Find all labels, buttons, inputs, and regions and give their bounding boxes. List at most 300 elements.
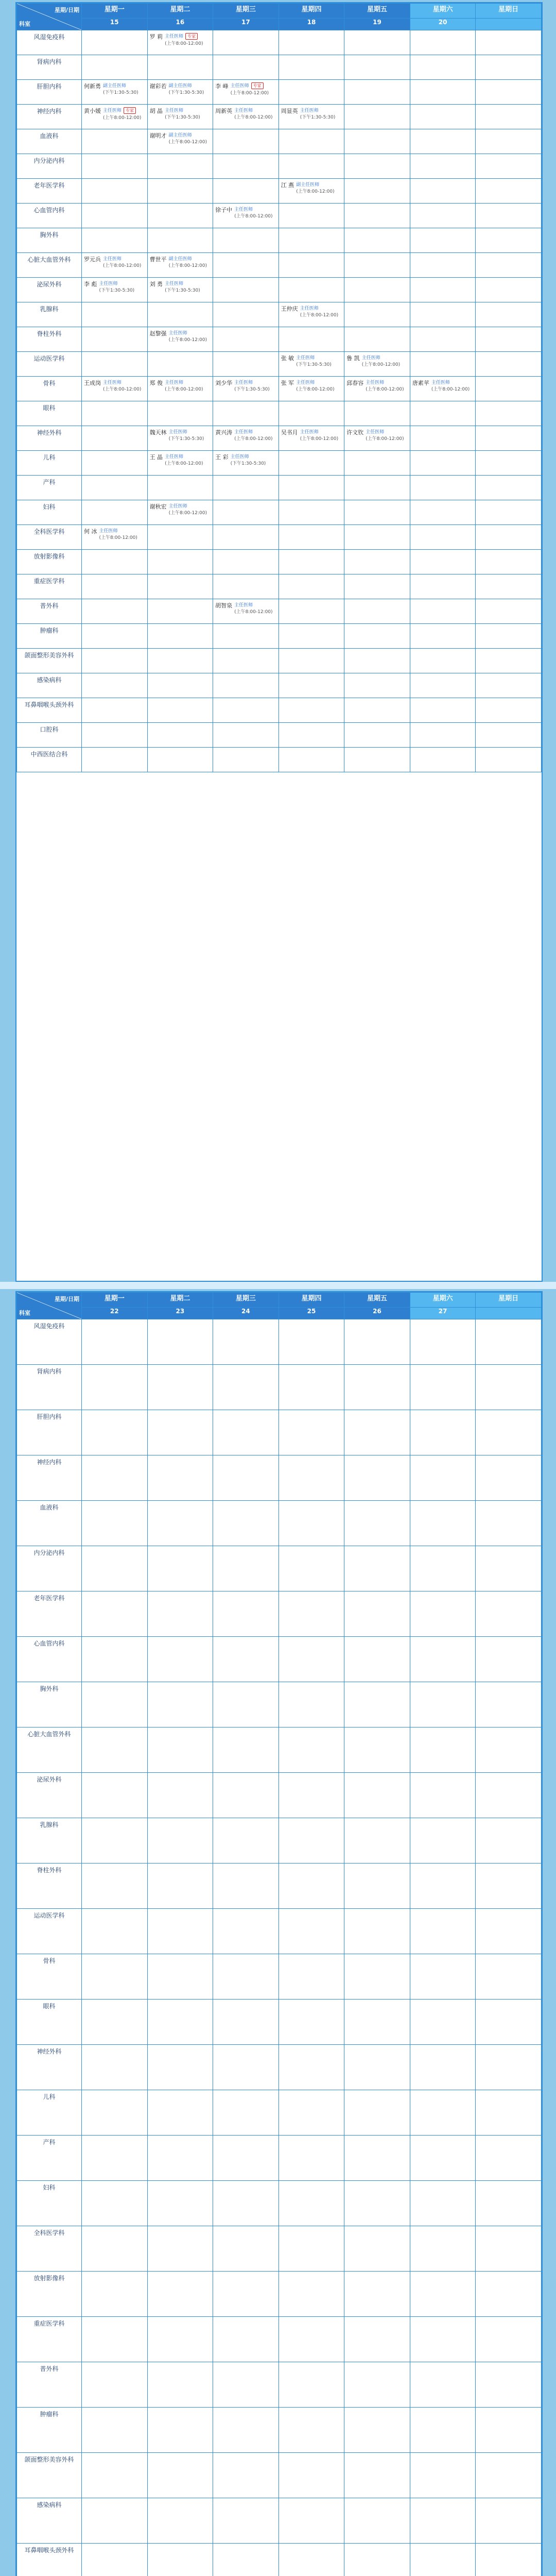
doctor-info [103,255,141,268]
schedule-cell [213,1863,279,1909]
dept-name: 老年医学科 [33,182,65,189]
table-row [17,302,542,327]
doctor-entry [279,302,344,319]
doctor-info [296,181,334,194]
dept-name-cell [17,698,82,723]
schedule-cell [213,55,279,80]
schedule-cell [410,624,476,649]
schedule-cell [279,129,344,154]
clinic-time: (上午8:00-12:00) [234,436,273,442]
schedule-cell [147,1818,213,1863]
dept-name-cell [17,401,82,426]
schedule-cell [147,1591,213,1637]
schedule-cell [344,574,410,599]
schedule-cell [147,2136,213,2181]
doctor-entry [148,129,213,146]
dept-name-cell [17,129,82,154]
schedule-cell [344,80,410,105]
schedule-cell [279,204,344,228]
schedule-cell [82,1637,148,1682]
dept-name: 肿瘤科 [40,2411,59,2418]
doctor-info [300,304,338,318]
table-row [17,377,542,401]
schedule-cell [410,2544,476,2576]
schedule-cell [147,2544,213,2576]
doctor-name: 何 冰 [84,528,97,535]
doctor-title: 主任医师 [103,257,122,262]
schedule-cell [344,55,410,80]
doctor-info [234,107,272,120]
schedule-cell [213,2362,279,2408]
schedule-cell [147,1365,213,1410]
schedule-cell [82,624,148,649]
day-header: 星期五 [344,1293,410,1308]
schedule-cell [344,1455,410,1501]
table-row [17,1773,542,1818]
schedule-cell [82,2544,148,2576]
doctor-info [103,107,141,121]
table-row [17,401,542,426]
section-separator [0,1282,556,1289]
schedule-cell [147,2317,213,2362]
schedule-cell [213,1999,279,2045]
schedule-cell [476,723,542,748]
doctor-info [362,354,400,367]
clinic-time: (上午8:00-12:00) [165,387,203,392]
doctor-info [169,255,207,268]
dept-name: 产科 [43,2139,56,2146]
schedule-cell [213,1365,279,1410]
schedule-cell [410,1954,476,1999]
dept-name-cell [17,1591,82,1637]
dept-name-cell [17,2498,82,2544]
clinic-time: (上午8:00-12:00) [300,436,339,442]
doctor-name: 许文钦 [346,429,364,436]
schedule-cell [279,2317,344,2362]
doctor-title: 副主任医师 [103,83,127,89]
schedule-cell [147,525,213,550]
table-row [17,1455,542,1501]
schedule-cell [213,2408,279,2453]
schedule-cell [82,2045,148,2090]
schedule-cell [410,2136,476,2181]
dept-name-cell [17,179,82,204]
dept-name-cell [17,2090,82,2136]
doctor-title: 主任医师 [168,504,187,509]
table-row [17,426,542,451]
doctor-info [169,428,204,442]
schedule-cell [82,723,148,748]
schedule-cell [82,55,148,80]
schedule-cell [147,1954,213,1999]
schedule-cell [476,1863,542,1909]
schedule-cell [410,723,476,748]
dept-name: 胸外科 [40,231,59,239]
schedule-cell [279,723,344,748]
schedule-cell [82,154,148,179]
schedule-cell [344,723,410,748]
schedule-cell [410,80,476,105]
schedule-cell [344,525,410,550]
schedule-cell [147,1999,213,2045]
date-header: 23 [147,1308,213,1319]
clinic-time: (下午1:30-5:30) [168,90,204,95]
schedule-cell [476,352,542,377]
table-row [17,1591,542,1637]
schedule-cell [410,253,476,278]
schedule-cell [147,649,213,673]
schedule-cell [476,55,542,80]
clinic-time: (上午8:00-12:00) [165,41,203,46]
schedule-cell [476,500,542,525]
week1-table [16,3,542,772]
schedule-cell [279,1863,344,1909]
dept-name: 运动医学科 [33,355,65,362]
schedule-cell [410,377,476,401]
clinic-time: (上午8:00-12:00) [296,387,335,392]
schedule-cell [82,204,148,228]
schedule-cell [279,525,344,550]
schedule-cell [213,1546,279,1591]
dept-name-cell [17,1501,82,1546]
schedule-cell [344,1546,410,1591]
dept-name-cell [17,154,82,179]
schedule-cell [213,1501,279,1546]
schedule-cell [213,401,279,426]
schedule-cell [410,1727,476,1773]
schedule-cell [344,599,410,624]
table-row [17,1546,542,1591]
schedule-cell [213,426,279,451]
doctor-info [169,82,204,95]
schedule-cell [147,30,213,55]
doctor-entry [279,426,344,443]
schedule-cell [279,426,344,451]
schedule-cell [344,1637,410,1682]
schedule-cell [279,1455,344,1501]
dept-name-cell [17,1319,82,1365]
schedule-cell [82,228,148,253]
schedule-cell [213,30,279,55]
schedule-cell [147,500,213,525]
schedule-cell [476,1319,542,1365]
doctor-entry [213,377,279,393]
doctor-title: 主任医师 [234,430,253,435]
table-row [17,154,542,179]
dept-name: 运动医学科 [33,1912,65,1919]
schedule-cell [82,2272,148,2317]
dept-name-cell [17,2226,82,2272]
dept-name: 风湿免疫科 [33,1323,65,1330]
schedule-cell [279,624,344,649]
schedule-cell [279,451,344,476]
dept-name-cell [17,500,82,525]
day-header: 星期五 [344,4,410,19]
schedule-cell [147,2498,213,2544]
schedule-cell [82,1818,148,1863]
clinic-time: (下午1:30-5:30) [103,90,138,95]
doctor-info [234,206,272,219]
schedule-cell [344,2045,410,2090]
schedule-cell [213,129,279,154]
table-row [17,179,542,204]
doctor-info [165,280,200,293]
clinic-time: (上午8:00-12:00) [103,387,142,392]
doctor-entry [213,451,279,467]
schedule-cell [279,2362,344,2408]
date-header: 25 [279,1308,344,1319]
schedule-cell [344,1365,410,1410]
dept-name-cell [17,2317,82,2362]
table-row [17,228,542,253]
schedule-cell [476,550,542,574]
schedule-cell [147,1319,213,1365]
table-row [17,1727,542,1773]
schedule-cell [82,2226,148,2272]
schedule-cell [344,2272,410,2317]
table-row [17,2181,542,2226]
table-row [17,2544,542,2576]
schedule-cell [147,748,213,772]
schedule-cell [82,599,148,624]
dept-name-cell [17,748,82,772]
dept-name: 泌尿外科 [37,281,62,288]
schedule-cell [213,253,279,278]
table-row [17,2498,542,2544]
expert-badge: 专家 [185,33,198,40]
dept-name: 心脏大血管外科 [27,1731,71,1738]
dept-name-cell [17,426,82,451]
schedule-cell [279,2544,344,2576]
clinic-time: (上午8:00-12:00) [103,263,142,268]
table-row [17,525,542,550]
schedule-cell [147,723,213,748]
schedule-cell [279,1773,344,1818]
dept-name-cell [17,1954,82,1999]
date-header: 24 [213,1308,279,1319]
schedule-cell [476,2317,542,2362]
dept-name: 肝胆内科 [37,1413,62,1420]
schedule-cell [213,550,279,574]
doctor-name: 黄兴涛 [215,429,233,436]
doctor-name: 周新英 [215,108,233,114]
dept-name-cell [17,302,82,327]
dept-name-cell [17,649,82,673]
schedule-cell [476,80,542,105]
dept-name: 妇科 [43,2184,56,2191]
dept-name: 感染病科 [37,676,62,684]
dept-name: 全科医学科 [33,2229,65,2236]
dept-name-cell [17,55,82,80]
schedule-cell [82,500,148,525]
doctor-info [165,107,200,120]
schedule-cell [476,1727,542,1773]
day-header: 星期四 [279,1293,344,1308]
doctor-info [300,428,338,442]
schedule-cell [410,2362,476,2408]
schedule-cell [476,574,542,599]
schedule-cell [147,352,213,377]
doctor-entry [213,105,279,121]
doctor-entry [213,426,279,443]
doctor-info [169,131,207,145]
schedule-cell [82,30,148,55]
schedule-cell [476,2408,542,2453]
schedule-cell [344,2226,410,2272]
doctor-title: 副主任医师 [168,257,192,262]
clinic-time: (下午1:30-5:30) [99,288,135,293]
schedule-cell [279,476,344,500]
table-row [17,30,542,55]
doctor-info [231,453,266,466]
schedule-cell [213,2090,279,2136]
schedule-cell [344,2136,410,2181]
schedule-cell [213,179,279,204]
dept-name: 重症医学科 [33,578,65,585]
schedule-cell [410,1863,476,1909]
schedule-cell [279,1818,344,1863]
schedule-cell [410,1637,476,1682]
doctor-name: 刘 勇 [149,281,163,287]
dept-name-cell [17,2408,82,2453]
schedule-cell [279,1999,344,2045]
doctor-entry [148,500,213,517]
doctor-title: 副主任医师 [296,182,320,188]
schedule-cell [410,2090,476,2136]
schedule-cell [279,748,344,772]
doctor-title: 主任医师 [366,430,385,435]
dept-name: 胸外科 [40,1685,59,1692]
doctor-title: 主任医师 [361,355,380,361]
schedule-cell [82,2408,148,2453]
schedule-cell [279,1909,344,1954]
schedule-cell [82,2362,148,2408]
schedule-cell [410,327,476,352]
clinic-time: (下午1:30-5:30) [165,288,200,293]
clinic-time: (下午1:30-5:30) [296,362,332,367]
schedule-cell [147,401,213,426]
schedule-cell [213,302,279,327]
doctor-entry [410,377,476,393]
dept-name-cell [17,476,82,500]
doctor-title: 主任医师 [168,430,187,435]
day-header: 星期六 [410,1293,476,1308]
schedule-cell [82,1682,148,1727]
schedule-cell [147,55,213,80]
schedule-cell [344,698,410,723]
schedule-cell [82,451,148,476]
schedule-cell [279,574,344,599]
schedule-cell [82,1365,148,1410]
day-header: 星期六 [410,4,476,19]
dept-name-cell [17,1410,82,1455]
doctor-entry [279,105,344,121]
schedule-cell [410,599,476,624]
schedule-cell [147,1727,213,1773]
dept-name: 重症医学科 [33,2320,65,2327]
schedule-cell [213,2544,279,2576]
dept-name: 泌尿外科 [37,1776,62,1783]
doctor-name: 何新勇 [84,83,101,90]
schedule-cell [344,105,410,129]
table-row [17,1818,542,1863]
dept-name-cell [17,1909,82,1954]
week2-schedule [15,1291,543,2576]
schedule-cell [476,1365,542,1410]
dept-name-cell [17,1999,82,2045]
table-row [17,1501,542,1546]
schedule-cell [213,2226,279,2272]
doctor-info [231,82,269,96]
dept-name-cell [17,2362,82,2408]
doctor-entry [82,377,147,393]
schedule-cell [82,1410,148,1455]
schedule-cell [147,154,213,179]
schedule-cell [476,2181,542,2226]
doctor-info [366,428,404,442]
schedule-cell [476,649,542,673]
schedule-cell [344,1818,410,1863]
schedule-cell [213,1319,279,1365]
dept-name-cell [17,1727,82,1773]
doctor-entry [82,525,147,541]
schedule-cell [213,1682,279,1727]
dept-name-cell [17,228,82,253]
schedule-cell [476,2544,542,2576]
schedule-cell [476,253,542,278]
doctor-name: 王 晶 [149,454,163,461]
table-row [17,2136,542,2181]
schedule-cell [476,1410,542,1455]
schedule-cell [476,525,542,550]
schedule-cell [410,352,476,377]
schedule-cell [147,1410,213,1455]
schedule-cell [147,80,213,105]
schedule-cell [279,302,344,327]
doctor-title: 副主任医师 [168,83,192,89]
schedule-cell [147,2453,213,2498]
schedule-cell [147,105,213,129]
schedule-cell [279,2498,344,2544]
doctor-title: 主任医师 [165,454,184,460]
dept-name: 中西医结合科 [30,751,68,758]
table-row [17,673,542,698]
schedule-cell [344,401,410,426]
doctor-entry [148,327,213,344]
dept-name-cell [17,723,82,748]
table-row [17,278,542,302]
dept-name: 颌面整形美容外科 [24,652,74,659]
clinic-time: (上午8:00-12:00) [99,535,137,540]
schedule-cell [410,228,476,253]
dept-name: 眼科 [43,2003,56,2010]
schedule-cell [147,1455,213,1501]
doctor-title: 主任医师 [230,83,249,89]
schedule-cell [476,1773,542,1818]
schedule-cell [82,80,148,105]
schedule-cell [344,476,410,500]
schedule-cell [147,550,213,574]
clinic-time: (下午1:30-5:30) [234,387,270,392]
schedule-cell [279,1319,344,1365]
dept-name: 内分泌内科 [33,157,65,164]
schedule-cell [344,451,410,476]
doctor-name: 江 燕 [281,182,294,189]
schedule-cell [279,154,344,179]
schedule-cell [410,2226,476,2272]
schedule-cell [344,2453,410,2498]
schedule-cell [476,105,542,129]
